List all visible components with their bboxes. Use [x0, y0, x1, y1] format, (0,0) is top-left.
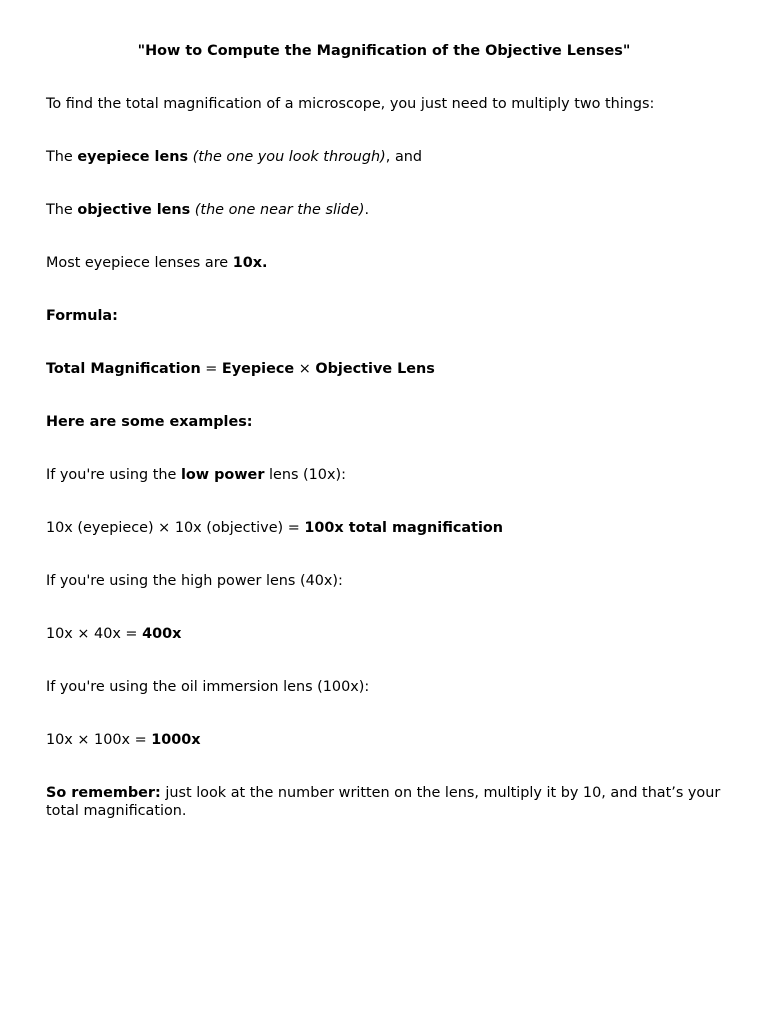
example-low-intro — [46, 466, 736, 484]
remember-text: just look at the number written on the lens, multiply it by 10, and that’s your total magnification. — [46, 785, 721, 819]
example-oil-result: 1000x — [151, 732, 201, 748]
formula-objective: Objective Lens — [315, 361, 435, 377]
eyepiece-suffix: , and — [385, 149, 423, 165]
example-high-intro: If you're using the high power lens (40x): — [46, 573, 343, 589]
eyepiece-term: eyepiece lens — [77, 149, 189, 165]
example-low-intro-term: low power — [180, 467, 265, 483]
formula-total: Total Magnification — [46, 361, 201, 377]
eyepiece-power-paragraph — [46, 254, 736, 272]
remember-lead: So remember: — [46, 785, 161, 801]
example-low-calc — [46, 519, 736, 537]
example-oil-calc-text: 10x × 100x = — [46, 732, 152, 748]
eyepiece-paragraph — [46, 148, 736, 166]
objective-suffix: . — [364, 202, 370, 218]
eyepiece-power-prefix: Most eyepiece lenses are — [46, 255, 233, 271]
objective-term: objective lens — [77, 202, 191, 218]
example-high-calc-text: 10x × 40x = — [46, 626, 143, 642]
examples-heading: Here are some examples: — [46, 414, 253, 430]
objective-paragraph — [46, 201, 736, 219]
example-low-intro-prefix: If you're using the — [46, 467, 181, 483]
objective-prefix: The — [46, 202, 78, 218]
example-high-result: 400x — [142, 626, 182, 642]
eyepiece-prefix: The — [46, 149, 78, 165]
example-oil-intro: If you're using the oil immersion lens (100x): — [46, 679, 370, 695]
document-title: "How to Compute the Magnification of the Objective Lenses" — [137, 43, 631, 59]
formula-eyepiece: Eyepiece — [221, 361, 295, 377]
example-low-intro-suffix: lens (10x): — [264, 467, 346, 483]
remember-paragraph — [46, 784, 736, 820]
example-low-result: 100x total magnification — [304, 520, 504, 536]
formula-times: × — [294, 361, 316, 377]
example-high-calc — [46, 625, 736, 643]
objective-note: (the one near the slide) — [190, 202, 365, 218]
formula-heading: Formula: — [46, 308, 118, 324]
formula-paragraph — [46, 360, 736, 378]
example-low-calc-text: 10x (eyepiece) × 10x (objective) = — [46, 520, 305, 536]
example-oil-calc — [46, 731, 736, 749]
intro-paragraph: To find the total magnification of a microscope, you just need to multiply two things: — [46, 96, 655, 112]
eyepiece-power-value: 10x. — [232, 255, 268, 271]
formula-equals: = — [200, 361, 222, 377]
eyepiece-note: (the one you look through) — [188, 149, 386, 165]
